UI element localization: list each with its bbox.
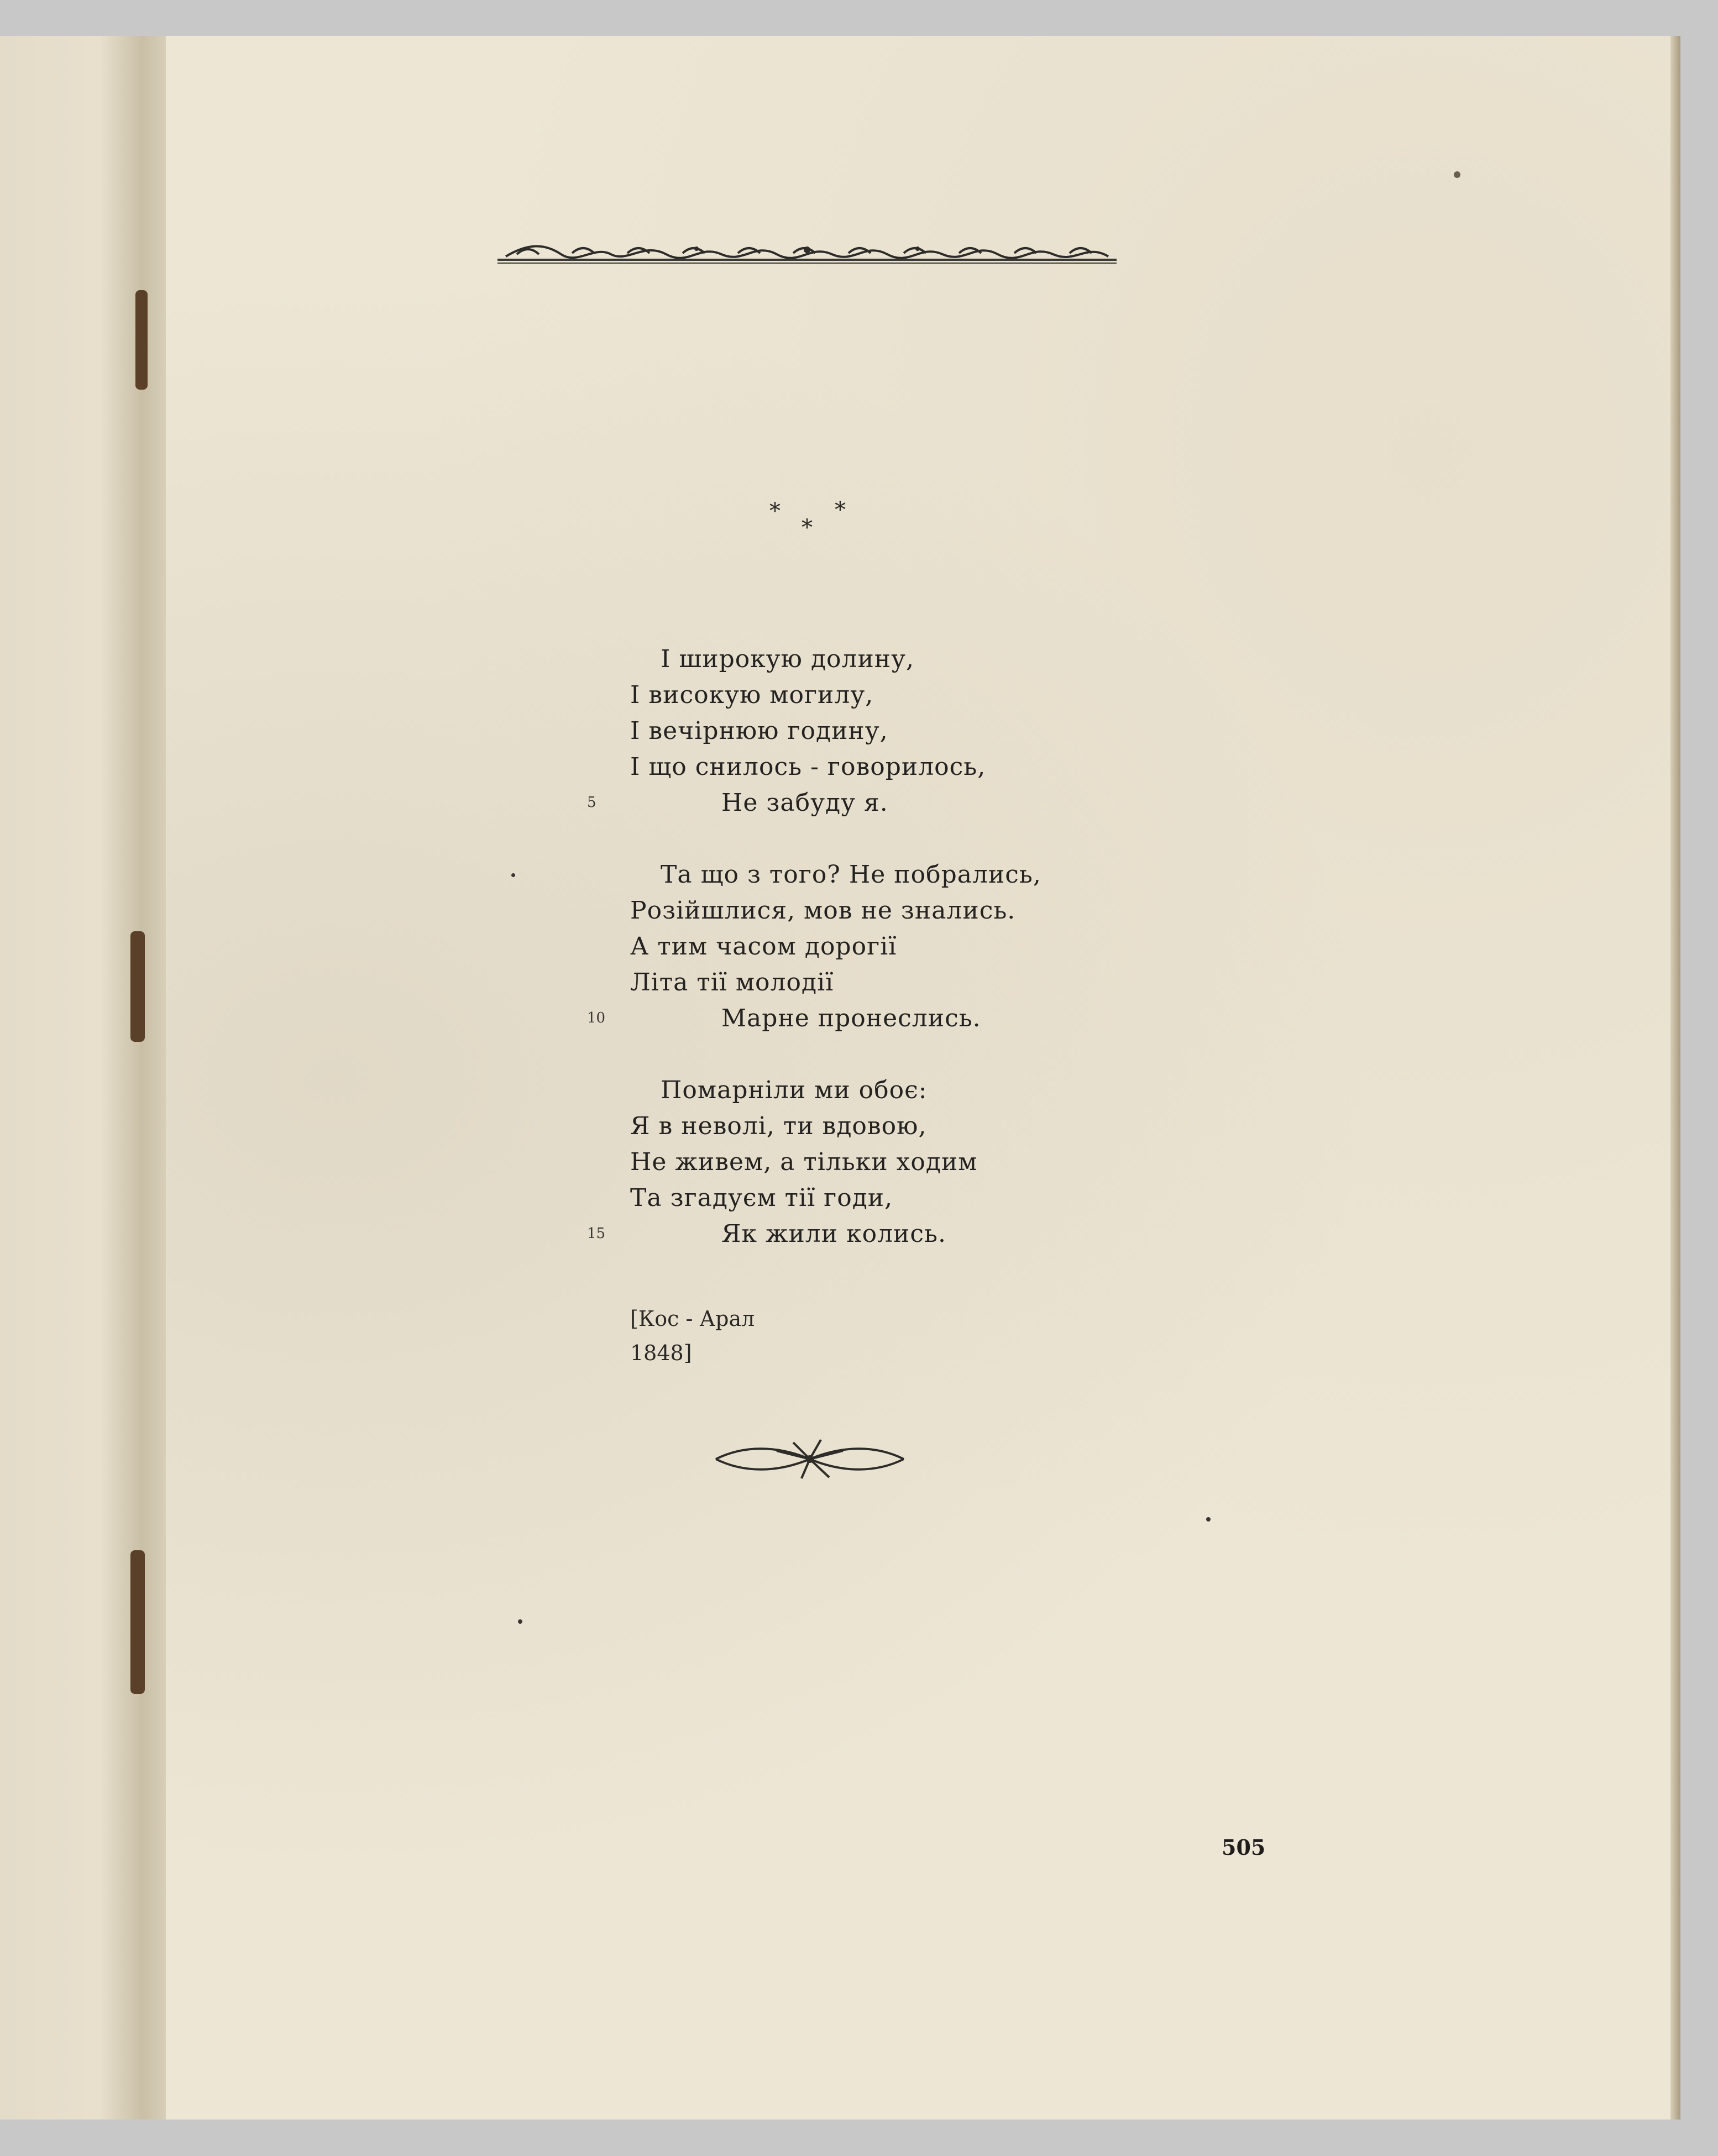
paper-speck bbox=[518, 1619, 522, 1624]
poem-line: Та що з того? Не побрались, bbox=[661, 861, 1041, 889]
date-year: 1848] bbox=[630, 1341, 692, 1365]
poem-line: І що снилось - говорилось, bbox=[630, 753, 986, 781]
line-number: 5 bbox=[587, 794, 596, 811]
paper-speck bbox=[1206, 1517, 1211, 1522]
poem-line: Помарніли ми обоє: bbox=[661, 1076, 928, 1104]
poem-line: І високую могилу, bbox=[630, 681, 874, 709]
book-page bbox=[0, 36, 1680, 2120]
asterism-ornament bbox=[763, 495, 857, 555]
page-edge bbox=[1670, 36, 1680, 2120]
poem-line: Розійшлися, мов не знались. bbox=[630, 896, 1016, 925]
poem-line: Як жили колись. bbox=[721, 1220, 946, 1248]
paper-speck bbox=[1454, 171, 1460, 178]
poem-line: Я в неволі, ти вдовою, bbox=[630, 1112, 927, 1140]
star-icon: * bbox=[769, 499, 781, 524]
poem-line: Не забуду я. bbox=[721, 789, 888, 817]
poem-body bbox=[630, 641, 1041, 1288]
poem-line: І вечірнюю годину, bbox=[630, 717, 888, 745]
date-place: [Кос - Арал bbox=[630, 1307, 755, 1331]
poem-line: А тим часом дорогії bbox=[630, 932, 897, 961]
poem-stanza bbox=[630, 1072, 1041, 1252]
poem-date bbox=[630, 1302, 755, 1370]
tailpiece-ornament-icon bbox=[710, 1434, 909, 1484]
page-number: 505 bbox=[1222, 1835, 1266, 1860]
paper-stain bbox=[130, 1550, 145, 1694]
line-number: 15 bbox=[587, 1225, 606, 1242]
poem-line: Марне пронеслись. bbox=[721, 1004, 981, 1032]
paper-speck bbox=[511, 873, 515, 877]
poem-line: Не живем, а тільки ходим bbox=[630, 1148, 978, 1176]
poem-stanza bbox=[630, 857, 1041, 1036]
star-icon: * bbox=[835, 497, 846, 523]
poem-line: Літа тії молодії bbox=[630, 968, 834, 996]
poem-line: І широкую долину, bbox=[661, 645, 914, 673]
headpiece-ornament-icon bbox=[495, 238, 1119, 271]
star-icon: * bbox=[802, 515, 813, 541]
paper-stain bbox=[130, 931, 145, 1042]
poem-stanza bbox=[630, 641, 1041, 821]
paper-stain bbox=[135, 290, 148, 390]
line-number: 10 bbox=[587, 1010, 606, 1026]
poem-line: Та згадуєм тії годи, bbox=[630, 1184, 893, 1212]
